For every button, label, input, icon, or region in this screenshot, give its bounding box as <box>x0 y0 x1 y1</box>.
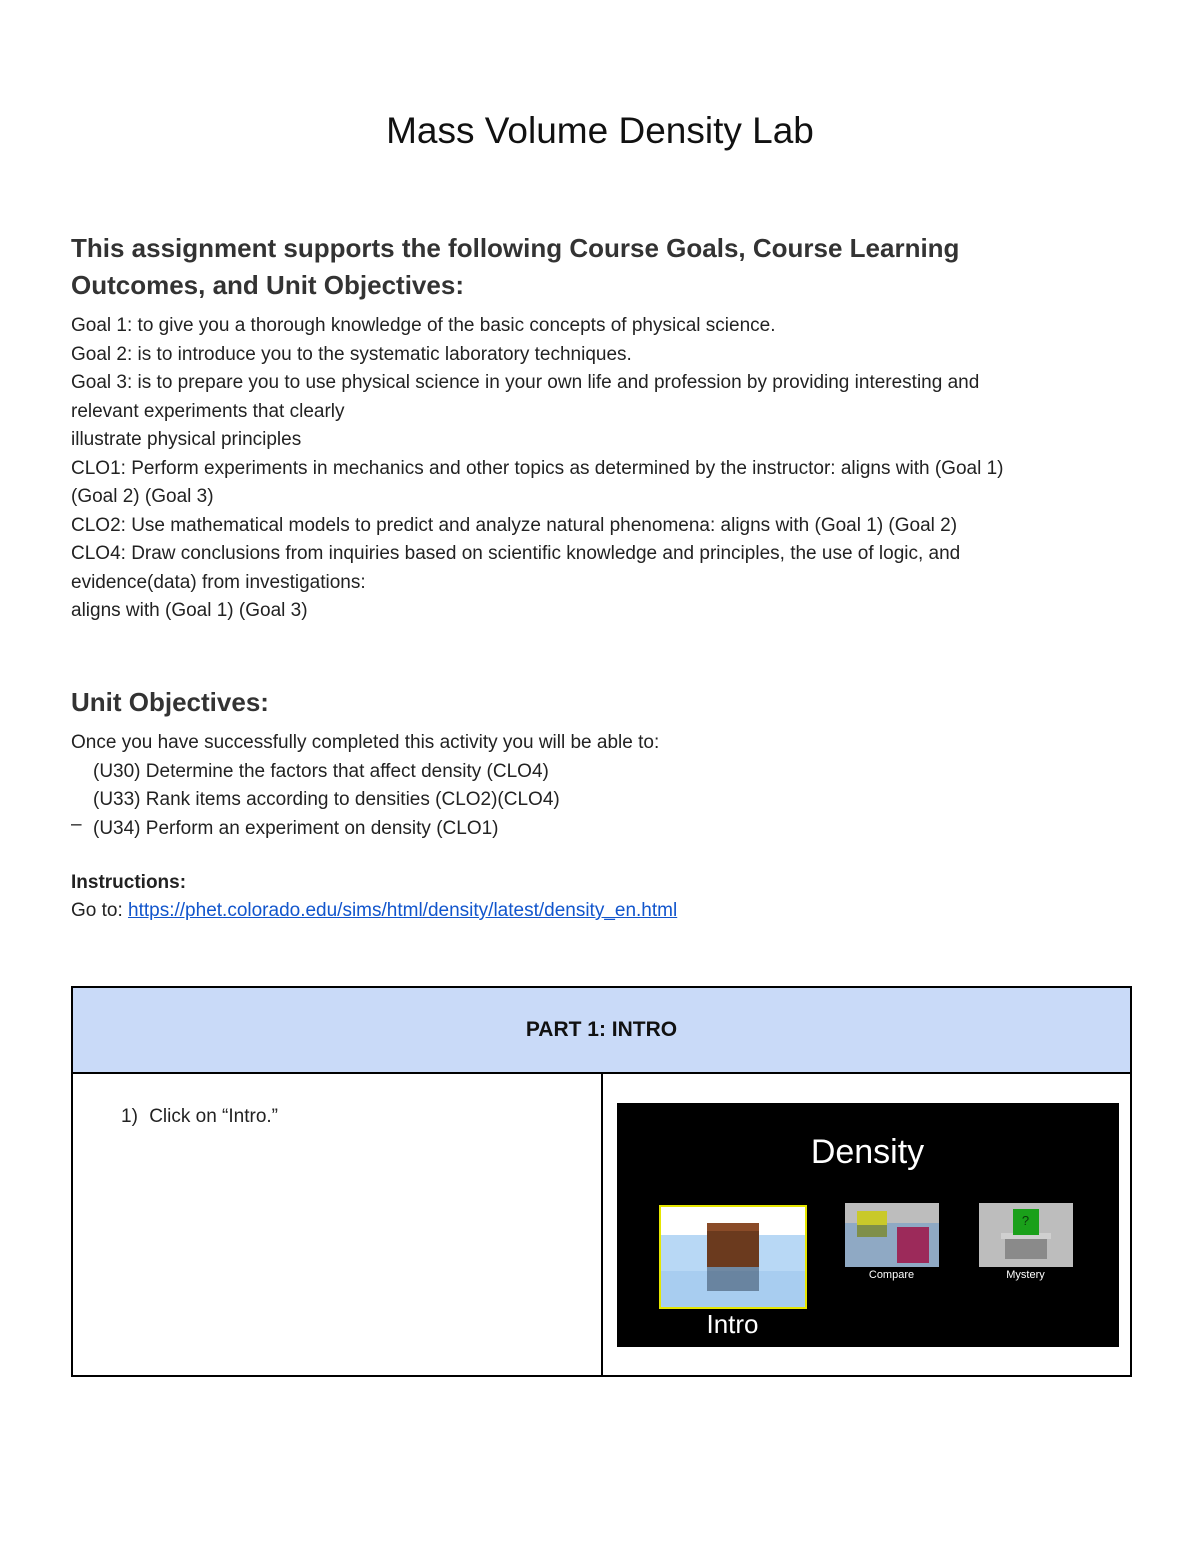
objective-item <box>71 786 659 815</box>
goal-line: CLO2: Use mathematical models to predict and analyze natural phenomena: aligns with (Goal 1) (Goal 2) <box>71 514 958 536</box>
goal-line: Goal 2: is to introduce you to the systematic laboratory techniques. <box>71 343 632 365</box>
intro-screen-thumbnail[interactable] <box>659 1205 807 1309</box>
objective-item <box>71 815 659 844</box>
goals-heading-line: Outcomes, and Unit Objectives: <box>71 270 464 300</box>
compare-label: Compare <box>868 1269 915 1281</box>
unit-objectives-heading: Unit Objectives: <box>71 687 269 717</box>
page-title: Mass Volume Density Lab <box>386 110 814 151</box>
goal-line: relevant experiments that clearly <box>71 400 345 422</box>
goal-line: aligns with (Goal 1) (Goal 3) <box>71 600 308 621</box>
goal-line: Goal 3: is to prepare you to use physical science in your own life and profession by providing interesting and <box>71 372 980 393</box>
objective-text: (U30) Determine the factors that affect density (CLO4) <box>93 760 549 782</box>
instructions-label: Instructions: <box>71 872 187 893</box>
phet-link[interactable]: https://phet.colorado.edu/sims/html/density/latest/density_en.html <box>128 900 678 921</box>
goto-prefix: Go to: <box>71 900 129 921</box>
sim-title: Density <box>810 1133 925 1171</box>
goal-line: evidence(data) from investigations: <box>71 571 366 593</box>
mystery-mark: ? <box>1021 1213 1030 1228</box>
mystery-screen-thumbnail[interactable] <box>979 1203 1073 1267</box>
compare-screen-thumbnail[interactable] <box>845 1203 939 1267</box>
step-number: 1) <box>121 1106 138 1127</box>
goal-line: (Goal 2) (Goal 3) <box>71 486 214 507</box>
objective-item <box>71 758 659 787</box>
objective-text: (U33) Rank items according to densities (CLO2)(CLO4) <box>93 789 560 810</box>
goals-heading-line: This assignment supports the following Course Goals, Course Learning <box>71 233 960 263</box>
objective-text: (U34) Perform an experiment on density (CLO1) <box>93 817 499 839</box>
density-sim-screenshot <box>617 1103 1119 1347</box>
screenshot-cell <box>602 1073 1132 1376</box>
unit-objectives-intro: Once you have successfully completed this activity you will be able to: <box>71 732 660 753</box>
goals-heading <box>71 230 1131 304</box>
part1-header: PART 1: INTRO <box>72 987 1131 1073</box>
mystery-label: Mystery <box>1006 1269 1045 1281</box>
intro-label: Intro <box>706 1309 759 1339</box>
goals-list <box>71 312 1146 626</box>
goal-line: illustrate physical principles <box>71 429 302 450</box>
part1-table <box>71 986 1132 1377</box>
goal-line: CLO4: Draw conclusions from inquiries based on scientific knowledge and principles, the use of logic, and <box>71 543 961 564</box>
step-cell <box>72 1073 602 1376</box>
compare-blocks-icon <box>845 1203 939 1267</box>
goto-line <box>71 900 677 922</box>
goal-line: CLO1: Perform experiments in mechanics and other topics as determined by the instructor: aligns with (Goal 1) <box>71 457 1004 479</box>
dash-marker: – <box>71 813 82 835</box>
step-item <box>73 1074 601 1128</box>
unit-objectives <box>71 729 659 843</box>
goal-line: Goal 1: to give you a thorough knowledge of the basic concepts of physical science. <box>71 315 776 336</box>
step-text: Click on “Intro.” <box>149 1106 278 1127</box>
beaker-block-icon <box>661 1207 805 1307</box>
